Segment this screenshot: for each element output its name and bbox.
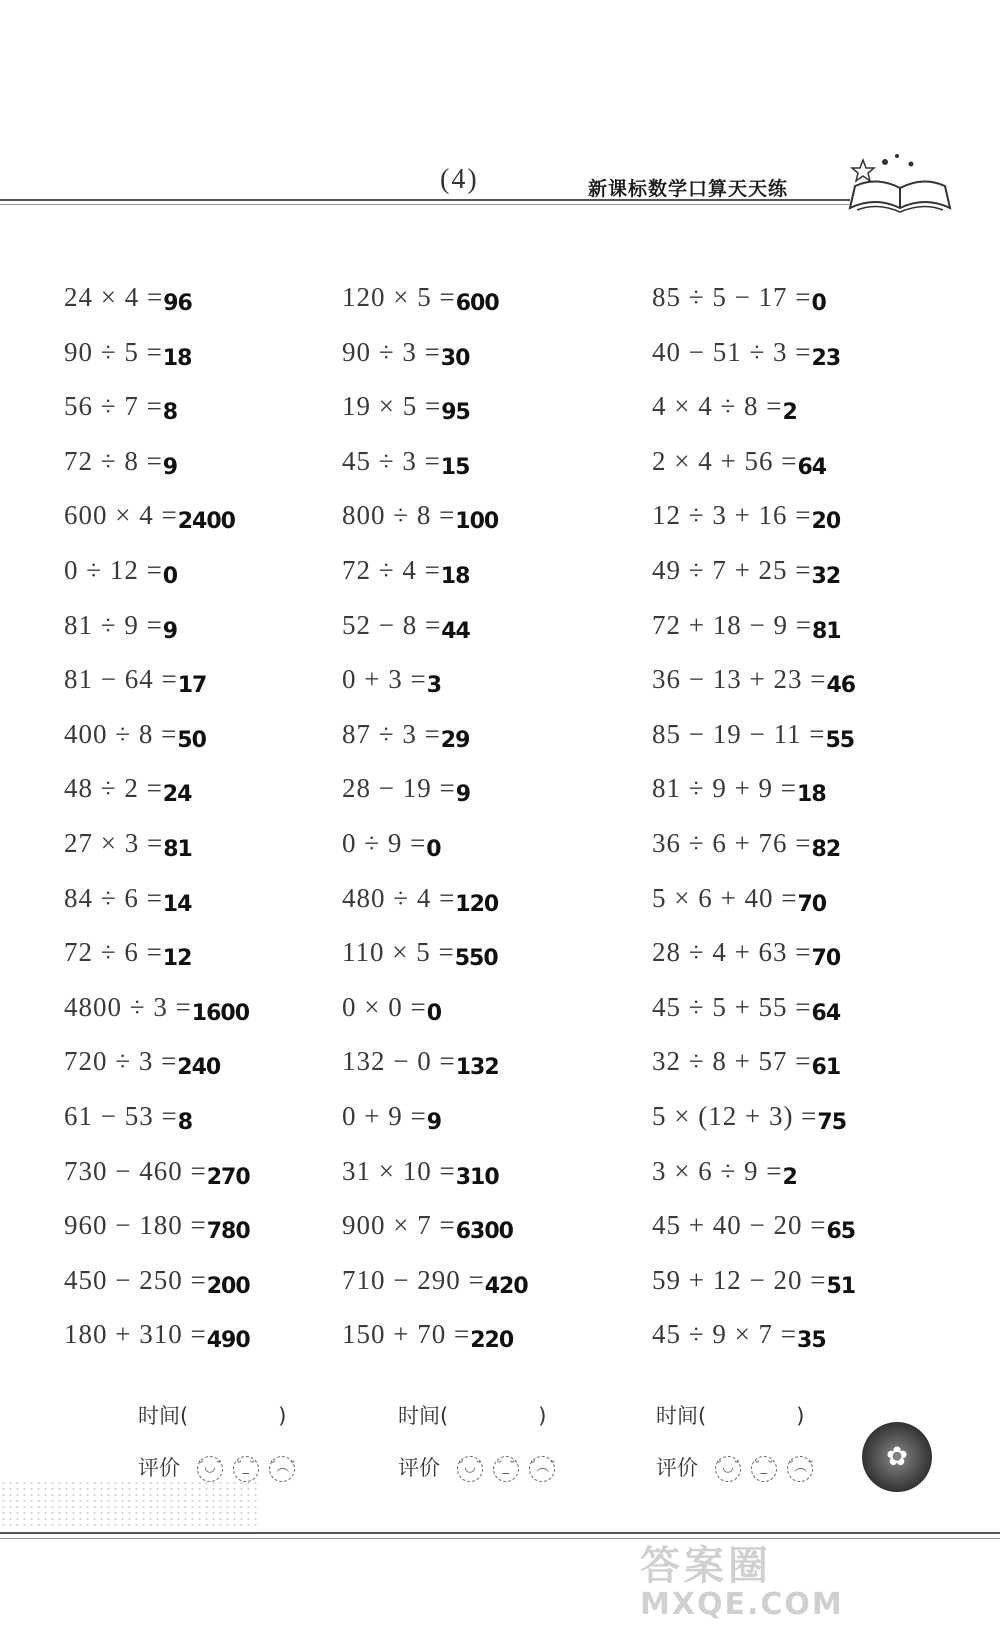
watermark bbox=[640, 1543, 844, 1622]
problem-answer: 420 bbox=[484, 1273, 528, 1299]
problem-row bbox=[64, 1089, 250, 1144]
problem-row bbox=[342, 925, 528, 980]
problem-answer: 96 bbox=[163, 291, 192, 316]
evaluation-row bbox=[398, 1442, 555, 1494]
problem-answer: 9 bbox=[455, 782, 471, 808]
problem-expression: 480 ÷ 4 = bbox=[342, 882, 456, 913]
problem-answer: 270 bbox=[206, 1164, 250, 1190]
problem-row bbox=[64, 488, 250, 543]
problem-row bbox=[64, 1198, 250, 1253]
problem-expression: 52 − 8 = bbox=[342, 609, 442, 640]
problem-row bbox=[652, 1034, 855, 1089]
problem-answer: 2400 bbox=[177, 509, 235, 535]
header-divider-thin bbox=[0, 204, 850, 205]
problem-answer: 0 bbox=[162, 563, 178, 589]
sad-face-icon[interactable]: ˘︵˘ bbox=[529, 1456, 555, 1482]
problem-answer: 18 bbox=[162, 345, 192, 371]
problem-row bbox=[652, 379, 855, 434]
problem-row bbox=[652, 598, 855, 653]
problem-expression: 0 + 9 = bbox=[342, 1100, 427, 1131]
problem-row bbox=[64, 652, 250, 707]
problem-answer: 2 bbox=[782, 1164, 797, 1190]
problem-answer: 12 bbox=[162, 946, 192, 972]
footer-block-1 bbox=[138, 1390, 295, 1494]
problem-answer: 9 bbox=[162, 618, 178, 644]
header-divider bbox=[0, 199, 850, 201]
problem-answer: 8 bbox=[177, 1109, 193, 1135]
problem-row bbox=[652, 1144, 855, 1199]
problem-row bbox=[652, 1198, 855, 1253]
problem-expression: 81 − 64 = bbox=[64, 664, 178, 695]
problem-row bbox=[652, 1253, 855, 1308]
problem-column-1 bbox=[64, 270, 250, 1362]
problem-answer: 780 bbox=[206, 1219, 250, 1245]
evaluation-label: 评价 bbox=[138, 1456, 180, 1480]
problem-expression: 960 − 180 = bbox=[64, 1210, 207, 1241]
problem-answer: 65 bbox=[826, 1219, 856, 1245]
page-number-badge-icon: ✿ bbox=[862, 1422, 932, 1492]
problem-expression: 40 − 51 ÷ 3 = bbox=[652, 336, 812, 367]
evaluation-label: 评价 bbox=[656, 1456, 698, 1480]
problem-column-3 bbox=[652, 270, 855, 1362]
problem-expression: 72 ÷ 6 = bbox=[64, 937, 163, 968]
problem-row bbox=[652, 1089, 855, 1144]
problem-expression: 2 × 4 + 56 = bbox=[652, 445, 798, 476]
problem-expression: 81 ÷ 9 + 9 = bbox=[652, 773, 798, 804]
problem-answer: 64 bbox=[811, 1000, 841, 1026]
problem-row bbox=[652, 543, 855, 598]
neutral-face-icon[interactable]: ˘_˘ bbox=[233, 1456, 259, 1482]
problem-answer: 55 bbox=[825, 727, 855, 753]
problem-row bbox=[342, 980, 528, 1035]
problem-expression: 4 × 4 ÷ 8 = bbox=[652, 391, 783, 422]
problem-answer: 23 bbox=[811, 345, 841, 371]
problem-expression: 45 ÷ 9 × 7 = bbox=[652, 1319, 798, 1350]
problem-answer: 120 bbox=[455, 891, 499, 917]
sad-face-icon[interactable]: ˘︵˘ bbox=[787, 1456, 813, 1482]
problem-expression: 32 ÷ 8 + 57 = bbox=[652, 1046, 812, 1077]
problem-row bbox=[342, 1198, 528, 1253]
problem-expression: 0 ÷ 9 = bbox=[342, 827, 427, 858]
problem-expression: 400 ÷ 8 = bbox=[64, 718, 178, 749]
problem-expression: 84 ÷ 6 = bbox=[64, 882, 163, 913]
problem-answer: 81 bbox=[163, 836, 192, 862]
problem-expression: 31 × 10 = bbox=[342, 1155, 456, 1186]
problem-row bbox=[64, 1034, 250, 1089]
problem-answer: 0 bbox=[426, 1000, 442, 1026]
problem-row bbox=[652, 871, 855, 926]
problem-row bbox=[64, 871, 250, 926]
problem-answer: 35 bbox=[797, 1328, 826, 1354]
problem-row bbox=[342, 871, 528, 926]
problem-answer: 61 bbox=[811, 1055, 841, 1081]
smiley-face-icon[interactable]: ˘◡˘ bbox=[197, 1456, 223, 1482]
problem-expression: 5 × 6 + 40 = bbox=[652, 882, 798, 913]
problem-row bbox=[342, 707, 528, 762]
problem-row bbox=[64, 1144, 250, 1199]
problem-answer: 0 bbox=[426, 836, 441, 862]
problem-answer: 82 bbox=[811, 836, 841, 862]
problem-row bbox=[64, 980, 250, 1035]
watermark-url: MXQE.COM bbox=[640, 1587, 844, 1622]
time-row bbox=[398, 1390, 555, 1442]
footer-block-2 bbox=[398, 1390, 555, 1494]
problem-expression: 45 + 40 − 20 = bbox=[652, 1210, 827, 1241]
problem-row bbox=[64, 325, 250, 380]
problem-column-2 bbox=[342, 270, 528, 1362]
problem-answer: 30 bbox=[440, 345, 470, 371]
problem-expression: 132 − 0 = bbox=[342, 1046, 456, 1077]
problem-answer: 14 bbox=[162, 891, 192, 917]
problem-answer: 70 bbox=[797, 891, 827, 917]
problem-expression: 720 ÷ 3 = bbox=[64, 1046, 178, 1077]
problem-expression: 600 × 4 = bbox=[64, 500, 178, 531]
problem-expression: 72 ÷ 8 = bbox=[64, 445, 163, 476]
smiley-face-icon[interactable]: ˘◡˘ bbox=[457, 1456, 483, 1482]
problem-expression: 36 − 13 + 23 = bbox=[652, 664, 827, 695]
problem-expression: 56 ÷ 7 = bbox=[64, 391, 163, 422]
problem-answer: 29 bbox=[440, 727, 470, 753]
problem-answer: 310 bbox=[455, 1164, 499, 1190]
problem-expression: 90 ÷ 3 = bbox=[342, 336, 441, 367]
problem-row bbox=[64, 707, 250, 762]
problem-answer: 200 bbox=[206, 1273, 250, 1299]
problem-expression: 900 × 7 = bbox=[342, 1210, 456, 1241]
problem-expression: 450 − 250 = bbox=[64, 1264, 207, 1295]
problem-row bbox=[342, 325, 528, 380]
smiley-face-icon[interactable]: ˘◡˘ bbox=[715, 1456, 741, 1482]
problem-answer: 18 bbox=[797, 782, 826, 808]
problem-answer: 3 bbox=[426, 673, 442, 699]
problem-row bbox=[342, 434, 528, 489]
problem-row bbox=[342, 761, 528, 816]
book-brand-title: 新课标数学口算天天练 bbox=[588, 178, 789, 200]
decorative-speckle bbox=[0, 1480, 260, 1530]
problem-expression: 87 ÷ 3 = bbox=[342, 718, 441, 749]
time-row bbox=[138, 1390, 295, 1442]
problem-expression: 36 ÷ 6 + 76 = bbox=[652, 827, 812, 858]
problem-expression: 61 − 53 = bbox=[64, 1100, 178, 1131]
problem-row bbox=[342, 652, 528, 707]
problem-answer: 64 bbox=[797, 454, 827, 480]
problem-answer: 100 bbox=[455, 509, 499, 535]
problem-expression: 81 ÷ 9 = bbox=[64, 609, 163, 640]
problem-answer: 8 bbox=[162, 400, 178, 426]
problem-row bbox=[342, 1144, 528, 1199]
problem-row bbox=[342, 488, 528, 543]
problem-expression: 800 ÷ 8 = bbox=[342, 500, 456, 531]
problem-answer: 18 bbox=[440, 563, 470, 589]
problem-row bbox=[342, 1034, 528, 1089]
problem-row bbox=[652, 270, 855, 325]
problem-row bbox=[342, 1307, 528, 1362]
problem-expression: 27 × 3 = bbox=[64, 827, 164, 858]
problem-expression: 710 − 290 = bbox=[342, 1264, 485, 1295]
problem-expression: 12 ÷ 3 + 16 = bbox=[652, 500, 812, 531]
problem-expression: 730 − 460 = bbox=[64, 1155, 207, 1186]
problem-answer: 44 bbox=[441, 618, 470, 644]
problem-expression: 28 ÷ 4 + 63 = bbox=[652, 937, 812, 968]
problem-row bbox=[342, 543, 528, 598]
problem-expression: 45 ÷ 3 = bbox=[342, 445, 441, 476]
problem-expression: 49 ÷ 7 + 25 = bbox=[652, 554, 812, 585]
problem-expression: 5 × (12 + 3) = bbox=[652, 1100, 818, 1131]
problem-row bbox=[652, 1307, 855, 1362]
problem-answer: 51 bbox=[826, 1273, 856, 1299]
problem-row bbox=[64, 543, 250, 598]
problem-expression: 0 × 0 = bbox=[342, 991, 427, 1022]
problem-expression: 24 × 4 = bbox=[64, 282, 164, 312]
problem-expression: 0 + 3 = bbox=[342, 664, 427, 695]
footer-block-3 bbox=[656, 1390, 813, 1494]
problem-expression: 72 ÷ 4 = bbox=[342, 554, 441, 585]
evaluation-label: 评价 bbox=[398, 1456, 440, 1480]
problem-row bbox=[342, 1089, 528, 1144]
time-close: ) bbox=[796, 1404, 805, 1428]
problem-row bbox=[652, 816, 855, 871]
problem-row bbox=[342, 598, 528, 653]
problem-answer: 50 bbox=[177, 727, 206, 753]
problem-expression: 150 + 70 = bbox=[342, 1319, 471, 1350]
problem-expression: 59 + 12 − 20 = bbox=[652, 1264, 827, 1295]
problem-answer: 220 bbox=[470, 1328, 514, 1354]
footer-divider-thin bbox=[0, 1538, 1000, 1539]
problem-row bbox=[342, 1253, 528, 1308]
problem-row bbox=[652, 434, 855, 489]
problem-row bbox=[64, 598, 250, 653]
problem-row bbox=[64, 925, 250, 980]
problem-answer: 6300 bbox=[455, 1219, 513, 1245]
problem-answer: 1600 bbox=[191, 1000, 250, 1026]
problem-expression: 72 + 18 − 9 = bbox=[652, 609, 812, 640]
problem-answer: 600 bbox=[455, 291, 499, 316]
problem-expression: 110 × 5 = bbox=[342, 937, 455, 968]
problem-answer: 75 bbox=[817, 1109, 847, 1135]
problem-expression: 3 × 6 ÷ 9 = bbox=[652, 1155, 783, 1186]
problem-row bbox=[652, 325, 855, 380]
evaluation-row bbox=[656, 1442, 813, 1494]
problem-answer: 32 bbox=[811, 563, 841, 589]
sad-face-icon[interactable]: ˘︵˘ bbox=[269, 1456, 295, 1482]
problem-expression: 48 ÷ 2 = bbox=[64, 773, 163, 804]
time-label: 时间( bbox=[656, 1404, 707, 1428]
problem-row bbox=[64, 434, 250, 489]
problem-expression: 90 ÷ 5 = bbox=[64, 336, 163, 367]
problem-row bbox=[64, 379, 250, 434]
problem-row bbox=[342, 379, 528, 434]
watermark-text: 答案圈 bbox=[640, 1543, 772, 1589]
problem-answer: 17 bbox=[177, 673, 207, 699]
time-label: 时间( bbox=[138, 1404, 189, 1428]
problem-expression: 19 × 5 = bbox=[342, 391, 442, 422]
problem-expression: 85 ÷ 5 − 17 = bbox=[652, 282, 812, 312]
problem-answer: 132 bbox=[455, 1055, 499, 1081]
problem-answer: 0 bbox=[811, 291, 826, 316]
problem-answer: 70 bbox=[811, 946, 841, 972]
problem-row bbox=[652, 488, 855, 543]
problem-row bbox=[652, 707, 855, 762]
problem-row bbox=[64, 1307, 250, 1362]
problem-expression: 0 ÷ 12 = bbox=[64, 554, 163, 585]
problem-answer: 46 bbox=[826, 673, 856, 699]
footer-divider bbox=[0, 1532, 1000, 1534]
time-close: ) bbox=[278, 1404, 287, 1428]
problem-expression: 45 ÷ 5 + 55 = bbox=[652, 991, 812, 1022]
problem-row bbox=[64, 270, 250, 325]
neutral-face-icon[interactable]: ˘_˘ bbox=[751, 1456, 777, 1482]
page-label: (4) bbox=[440, 164, 479, 195]
problem-answer: 20 bbox=[811, 509, 841, 535]
problem-answer: 9 bbox=[162, 454, 178, 480]
problem-row bbox=[342, 816, 528, 871]
problem-answer: 81 bbox=[811, 618, 841, 644]
problem-expression: 4800 ÷ 3 = bbox=[64, 991, 192, 1022]
problem-answer: 24 bbox=[162, 782, 192, 808]
problem-row bbox=[652, 925, 855, 980]
problem-answer: 9 bbox=[426, 1109, 442, 1135]
problem-row bbox=[652, 980, 855, 1035]
problem-expression: 28 − 19 = bbox=[342, 773, 456, 804]
problem-row bbox=[64, 1253, 250, 1308]
problem-answer: 15 bbox=[440, 454, 470, 480]
problem-answer: 550 bbox=[454, 946, 498, 972]
problem-expression: 85 − 19 − 11 = bbox=[652, 718, 826, 749]
problem-expression: 120 × 5 = bbox=[342, 282, 456, 312]
problem-answer: 240 bbox=[177, 1055, 221, 1081]
time-close: ) bbox=[538, 1404, 547, 1428]
problem-answer: 95 bbox=[441, 400, 470, 426]
open-book-icon bbox=[845, 146, 955, 226]
time-row bbox=[656, 1390, 813, 1442]
problem-answer: 490 bbox=[206, 1328, 250, 1354]
neutral-face-icon[interactable]: ˘_˘ bbox=[493, 1456, 519, 1482]
problem-row bbox=[652, 652, 855, 707]
problem-expression: 180 + 310 = bbox=[64, 1319, 207, 1350]
problem-row bbox=[64, 761, 250, 816]
problem-answer: 2 bbox=[782, 400, 797, 426]
problem-row bbox=[64, 816, 250, 871]
problem-row bbox=[342, 270, 528, 325]
time-label: 时间( bbox=[398, 1404, 449, 1428]
problem-row bbox=[652, 761, 855, 816]
